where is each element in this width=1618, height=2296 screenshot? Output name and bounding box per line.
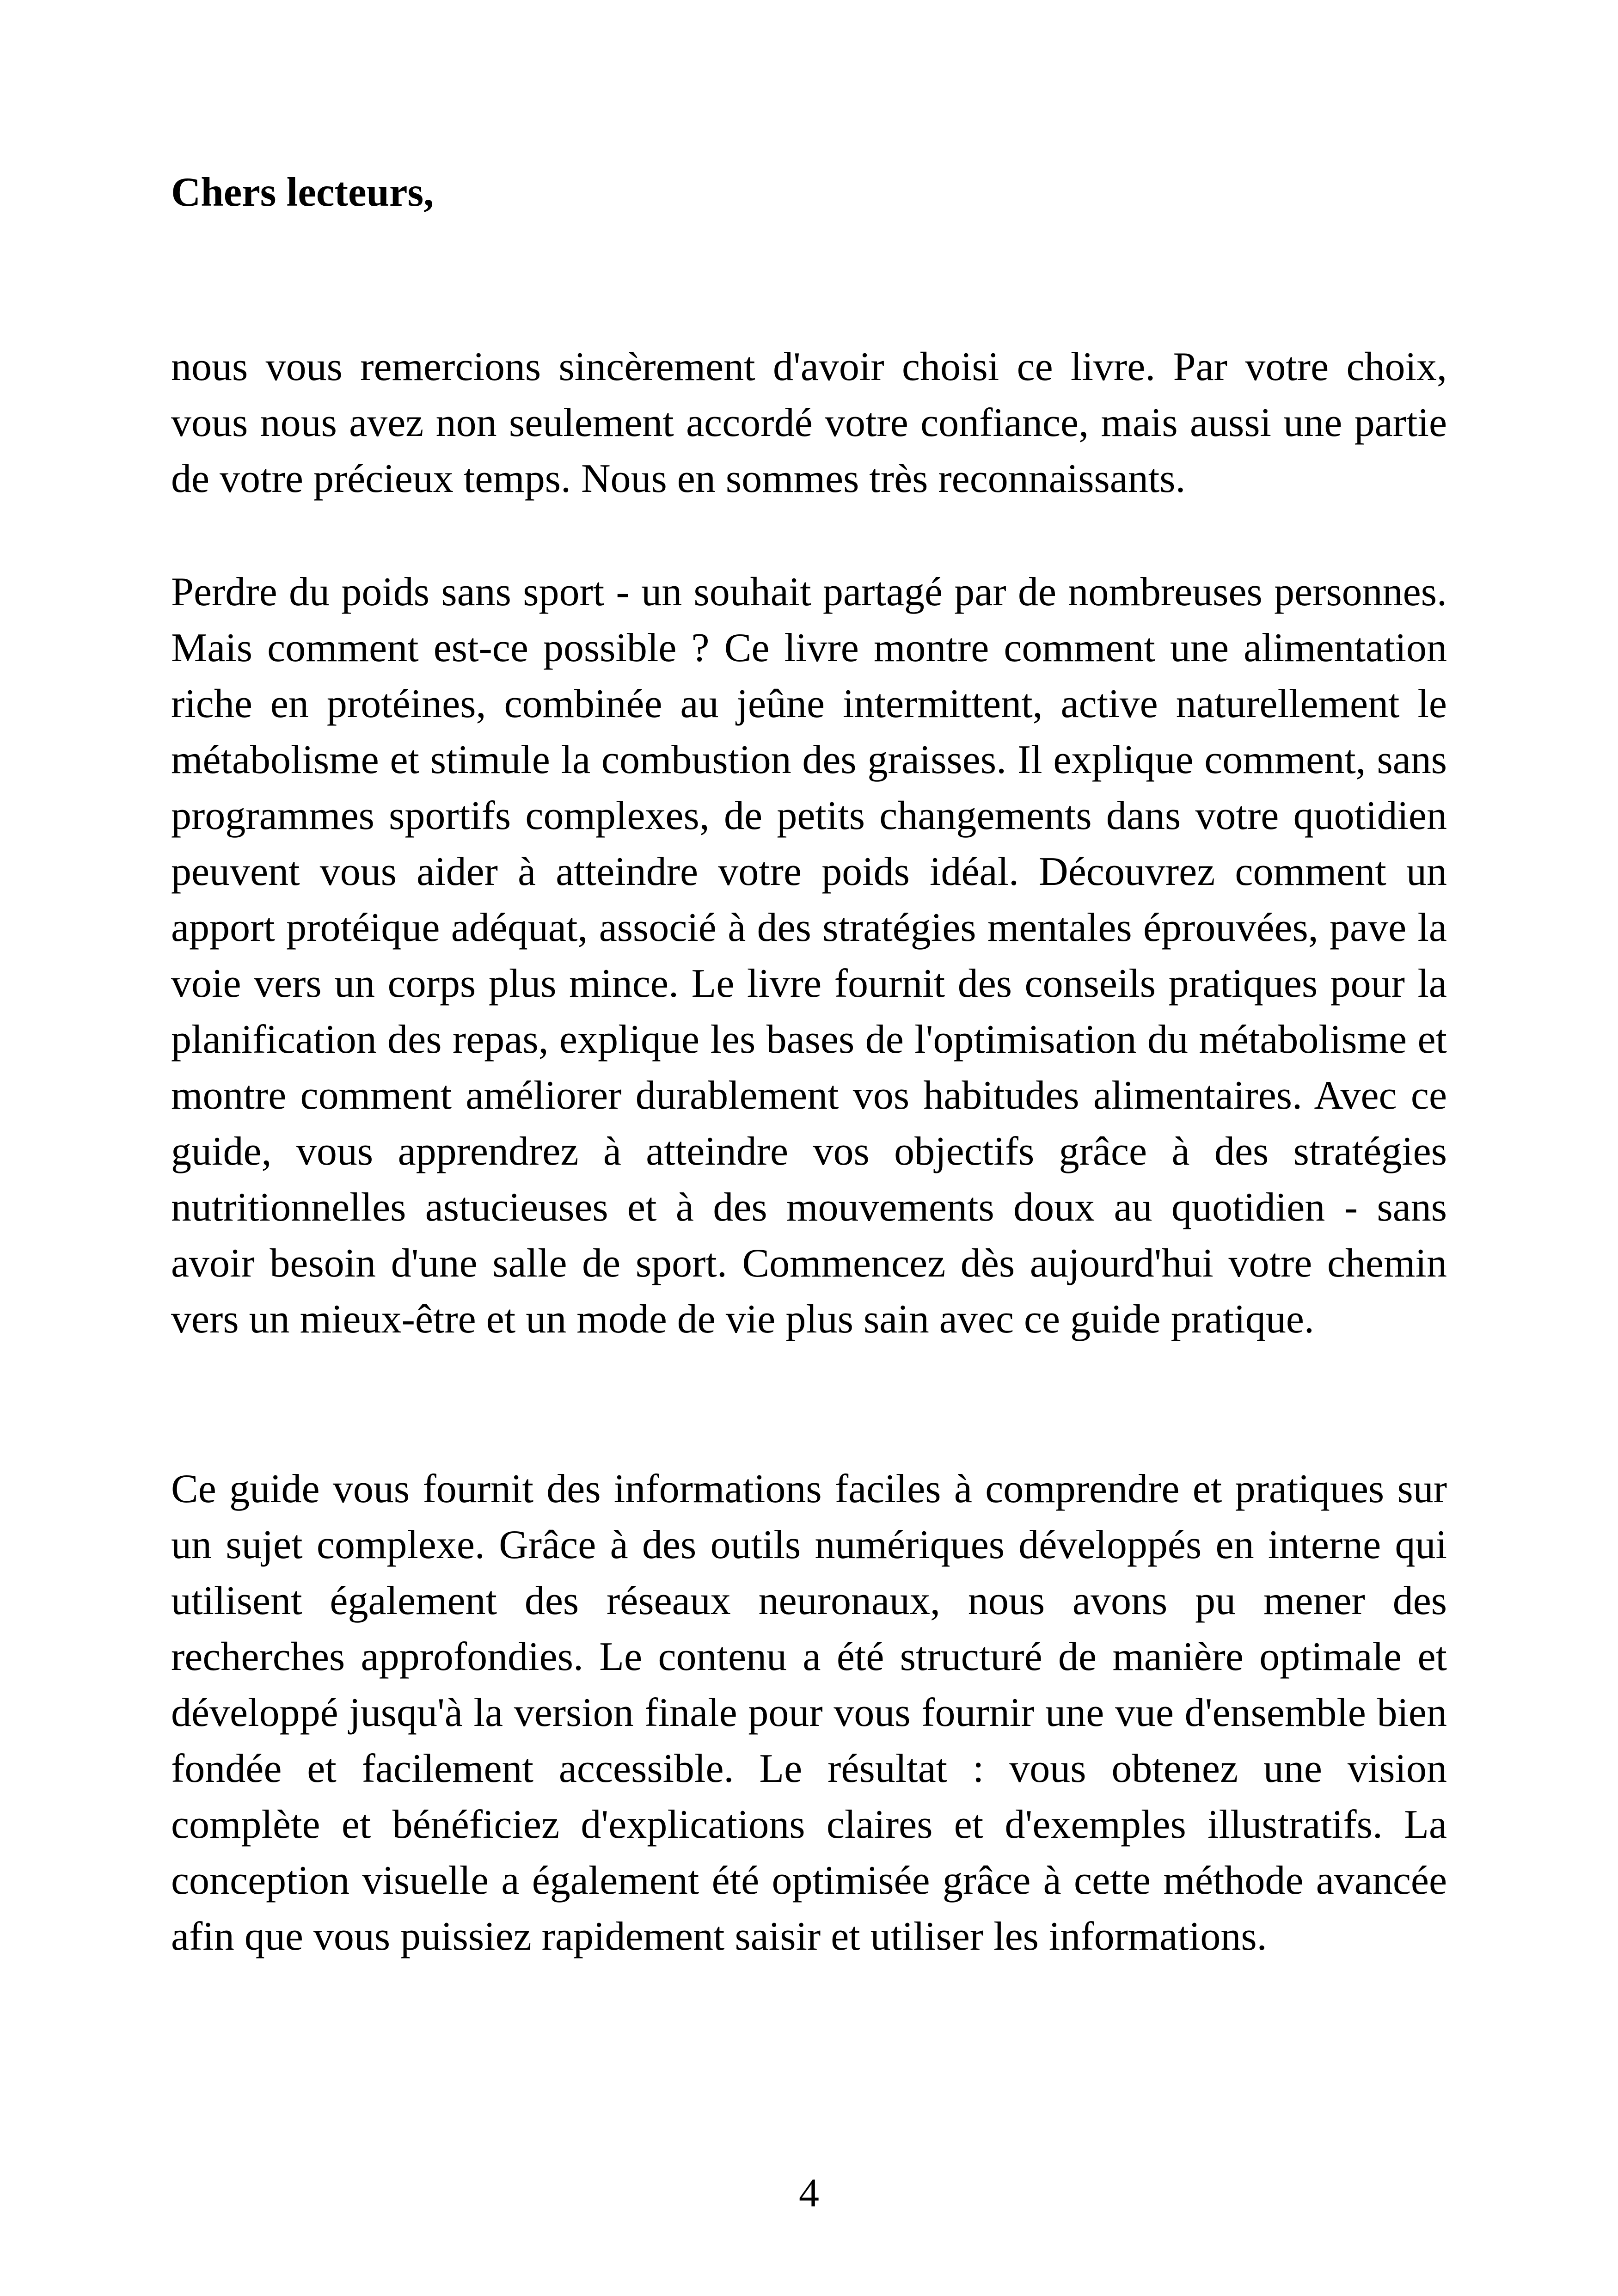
paragraph-book-summary: Perdre du poids sans sport - un souhait partagé par de nombreuses personnes. Mais comment est-ce possible ? Ce livre montre comment une alimentation riche en protéines, combinée au jeûne intermittent, active naturellement le métabolisme et stimule la combustion des graisses. Il explique comment, sans programmes sportifs complexes, de petits changements dans votre quotidien peuvent vous aider à atteindre votre poids idéal. Découvrez comment un apport protéique adéquat, associé à des stratégies mentales éprouvées, pave la voie vers un corps plus mince. Le livre fournit des conseils pratiques pour la planification des repas, explique les bases de l'optimisation du métabolisme et montre comment améliorer durablement vos habitudes alimentaires. Avec ce guide, vous apprendrez à atteindre vos objectifs grâce à des stratégies nutritionnelles astucieuses et à des mouvements doux au quotidien - sans avoir besoin d'une salle de sport. Commencez dès aujourd'hui votre chemin vers un mieux-être et un mode de vie plus sain avec ce guide pratique.	[171, 570, 1447, 1342]
paragraph-thanks: nous vous remercions sincèrement d'avoir choisi ce livre. Par votre choix, vous nous avez non seulement accordé votre confiance, mais aussi une partie de votre précieux temps. Nous en sommes très reconnaissants.	[171, 344, 1447, 501]
paragraph-guide-method: Ce guide vous fournit des informations faciles à comprendre et pratiques sur un sujet complexe. Grâce à des outils numériques développés en interne qui utilisent également des réseaux neuronaux, nous avons pu mener des recherches approfondies. Le contenu a été structuré de manière optimale et développé jusqu'à la version finale pour vous fournir une vue d'ensemble bien fondée et facilement accessible. Le résultat : vous obtenez une vision complète et bénéficiez d'explications claires et d'exemples illustratifs. La conception visuelle a également été optimisée grâce à cette méthode avancée afin que vous puissiez rapidement saisir et utiliser les informations.	[171, 1467, 1447, 1959]
page-number: 4	[799, 2171, 819, 2216]
salutation-heading: Chers lecteurs,	[171, 170, 434, 215]
